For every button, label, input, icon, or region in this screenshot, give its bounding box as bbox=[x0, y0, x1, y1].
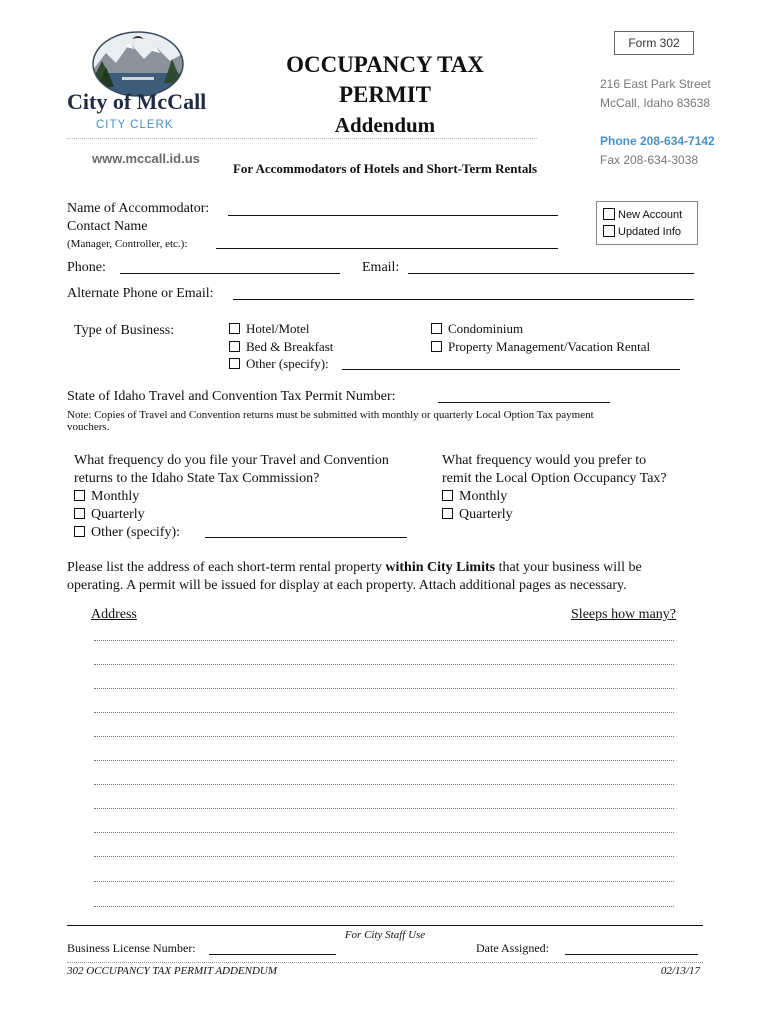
instructions-post: that your business will be bbox=[495, 560, 642, 575]
bnb-option[interactable] bbox=[229, 339, 333, 355]
department-label: CITY CLERK bbox=[96, 119, 174, 131]
staff-section-divider bbox=[67, 925, 703, 926]
account-status-box bbox=[596, 201, 698, 245]
rental-entry-line[interactable] bbox=[94, 688, 674, 689]
phone-label: Phone: bbox=[67, 260, 106, 275]
instructions-pre: Please list the address of each short-term rental property bbox=[67, 560, 386, 575]
sleeps-column-header: Sleeps how many? bbox=[571, 607, 676, 622]
rental-entry-line[interactable] bbox=[94, 712, 674, 713]
address-city: McCall, Idaho 83638 bbox=[600, 96, 711, 110]
rental-entry-line[interactable] bbox=[94, 736, 674, 737]
license-number-input-line[interactable] bbox=[209, 954, 336, 955]
staff-use-label: For City Staff Use bbox=[344, 929, 426, 941]
condo-label: Condominium bbox=[448, 321, 524, 336]
updated-info-label: Updated Info bbox=[618, 226, 681, 238]
remit-quarterly-label: Quarterly bbox=[459, 507, 513, 522]
rental-entry-line[interactable] bbox=[94, 832, 674, 833]
rental-entry-line[interactable] bbox=[94, 664, 674, 665]
contact-fax: Fax 208-634-3038 bbox=[600, 153, 699, 167]
filing-other-label: Other (specify): bbox=[91, 525, 181, 540]
date-assigned-input-line[interactable] bbox=[565, 954, 698, 955]
checkbox-icon[interactable] bbox=[74, 508, 85, 519]
checkbox-icon[interactable] bbox=[74, 526, 85, 537]
checkbox-icon[interactable] bbox=[431, 341, 442, 352]
contact-name-label: Contact Name bbox=[67, 219, 148, 234]
address-street: 216 East Park Street bbox=[600, 77, 711, 91]
form-number-badge: Form 302 bbox=[614, 31, 694, 55]
remit-monthly-option[interactable] bbox=[442, 488, 667, 506]
other-business-input-line[interactable] bbox=[342, 369, 680, 370]
rental-entry-line[interactable] bbox=[94, 856, 674, 857]
rental-entry-line[interactable] bbox=[94, 640, 674, 641]
filing-frequency-question bbox=[74, 452, 389, 542]
license-number-label: Business License Number: bbox=[67, 941, 196, 955]
alternate-contact-input-line[interactable] bbox=[233, 299, 694, 300]
footer-form-name: 302 OCCUPANCY TAX PERMIT ADDENDUM bbox=[67, 965, 278, 977]
accommodator-label: Name of Accommodator: bbox=[67, 201, 210, 216]
remit-quarterly-option[interactable] bbox=[442, 506, 667, 524]
filing-quarterly-option[interactable] bbox=[74, 506, 389, 524]
footer-divider bbox=[67, 962, 703, 963]
date-assigned-label: Date Assigned: bbox=[476, 941, 549, 955]
filing-question-line-1: What frequency do you file your Travel and Convention bbox=[74, 453, 389, 468]
instructions-emphasis: within City Limits bbox=[385, 560, 496, 575]
other-business-label: Other (specify): bbox=[246, 356, 329, 371]
updated-info-option[interactable] bbox=[603, 225, 681, 238]
address-column-header: Address bbox=[91, 607, 137, 622]
permit-number-label: State of Idaho Travel and Convention Tax Permit Number: bbox=[67, 389, 396, 404]
phone-input-line[interactable] bbox=[120, 273, 340, 274]
remit-question-line-2: remit the Local Option Occupancy Tax? bbox=[442, 471, 667, 486]
rental-entry-line[interactable] bbox=[94, 760, 674, 761]
form-title bbox=[260, 50, 510, 140]
new-account-label: New Account bbox=[618, 209, 683, 221]
checkbox-icon[interactable] bbox=[603, 208, 615, 220]
other-business-option[interactable] bbox=[229, 356, 329, 372]
contact-phone: Phone 208-634-7142 bbox=[600, 134, 715, 148]
website-url: www.mccall.id.us bbox=[92, 151, 200, 166]
footer-date: 02/13/17 bbox=[660, 965, 700, 977]
city-logo-emblem bbox=[92, 31, 184, 97]
rental-entry-line[interactable] bbox=[94, 881, 674, 882]
alternate-contact-label: Alternate Phone or Email: bbox=[67, 286, 214, 301]
checkbox-icon[interactable] bbox=[431, 323, 442, 334]
rental-entry-line[interactable] bbox=[94, 808, 674, 809]
accommodator-input-line[interactable] bbox=[228, 215, 558, 216]
filing-monthly-label: Monthly bbox=[91, 489, 140, 504]
filing-monthly-option[interactable] bbox=[74, 488, 389, 506]
filing-other-option[interactable] bbox=[74, 524, 389, 542]
note-text bbox=[67, 409, 717, 433]
checkbox-icon[interactable] bbox=[442, 508, 453, 519]
email-label: Email: bbox=[362, 260, 400, 275]
checkbox-icon[interactable] bbox=[229, 358, 240, 369]
title-line-3: Addendum bbox=[334, 113, 436, 137]
rental-entry-line[interactable] bbox=[94, 784, 674, 785]
property-mgmt-option[interactable] bbox=[431, 339, 650, 355]
note-line-2: vouchers. bbox=[67, 421, 110, 433]
checkbox-icon[interactable] bbox=[603, 225, 615, 237]
business-type-label: Type of Business: bbox=[74, 323, 175, 338]
title-line-1: OCCUPANCY TAX bbox=[286, 52, 484, 77]
form-subtitle: For Accommodators of Hotels and Short-Term Rentals bbox=[232, 161, 538, 176]
bnb-label: Bed & Breakfast bbox=[246, 339, 334, 354]
checkbox-icon[interactable] bbox=[229, 323, 240, 334]
hotel-option[interactable] bbox=[229, 321, 310, 337]
title-line-2: PERMIT bbox=[339, 82, 431, 107]
remit-monthly-label: Monthly bbox=[459, 489, 508, 504]
contact-hint-label: (Manager, Controller, etc.): bbox=[67, 238, 188, 250]
checkbox-icon[interactable] bbox=[229, 341, 240, 352]
property-mgmt-label: Property Management/Vacation Rental bbox=[448, 339, 651, 354]
filing-quarterly-label: Quarterly bbox=[91, 507, 145, 522]
checkbox-icon[interactable] bbox=[442, 490, 453, 501]
contact-name-input-line[interactable] bbox=[216, 248, 558, 249]
condo-option[interactable] bbox=[431, 321, 523, 337]
instructions-line-2: operating. A permit will be issued for display at each property. Attach additional pages as necessary. bbox=[67, 578, 627, 593]
instructions-line-1 bbox=[67, 559, 717, 577]
email-input-line[interactable] bbox=[408, 273, 694, 274]
filing-question-line-2: returns to the Idaho State Tax Commission? bbox=[74, 471, 320, 486]
note-line-1: Note: Copies of Travel and Convention returns must be submitted with monthly or quarterly Local Option Tax payment bbox=[67, 409, 594, 421]
instructions bbox=[67, 559, 717, 595]
hotel-label: Hotel/Motel bbox=[246, 321, 310, 336]
filing-other-input-line[interactable] bbox=[205, 537, 407, 538]
remit-frequency-question bbox=[442, 452, 667, 524]
new-account-option[interactable] bbox=[603, 208, 682, 221]
remit-question-line-1: What frequency would you prefer to bbox=[442, 453, 647, 468]
city-name: City of McCall bbox=[67, 89, 207, 114]
permit-number-input-line[interactable] bbox=[438, 402, 610, 403]
rental-entry-line[interactable] bbox=[94, 906, 674, 907]
checkbox-icon[interactable] bbox=[74, 490, 85, 501]
